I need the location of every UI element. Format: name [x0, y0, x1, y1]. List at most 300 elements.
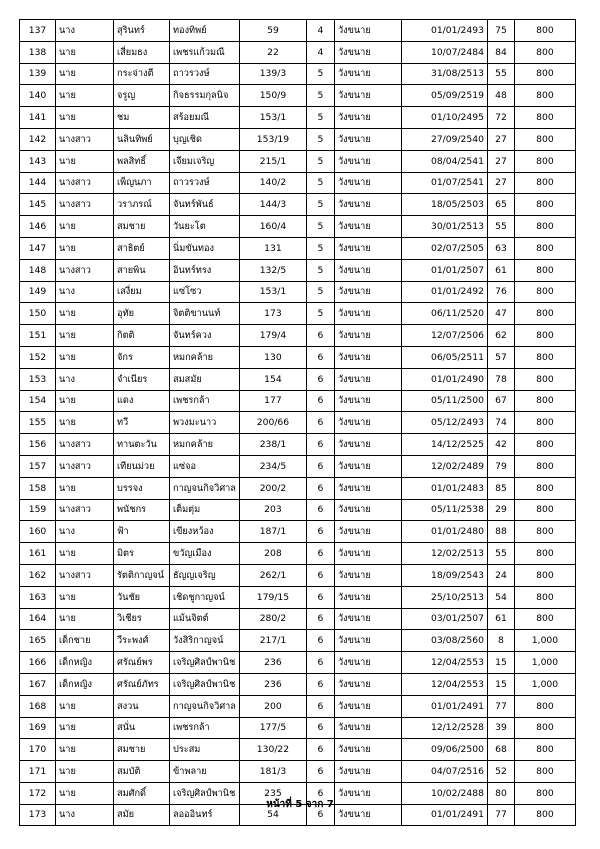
cell-moo: 6: [306, 652, 334, 674]
cell-amount: 800: [514, 281, 575, 303]
cell-no: 163: [20, 586, 56, 608]
table-row: [20, 20, 576, 42]
cell-title: นาย: [56, 325, 114, 347]
cell-moo: 5: [306, 237, 334, 259]
cell-birth-date: 04/07/2516: [401, 761, 487, 783]
cell-house-no: 187/1: [239, 521, 306, 543]
cell-amount: 800: [514, 41, 575, 63]
cell-last-name: เต็มตุ่ม: [170, 499, 240, 521]
cell-last-name: เพชรกล้า: [170, 390, 240, 412]
cell-birth-date: 06/11/2520: [401, 303, 487, 325]
table-row: [20, 216, 576, 238]
cell-last-name: จันทร์ควง: [170, 325, 240, 347]
cell-birth-date: 01/01/2492: [401, 281, 487, 303]
cell-village: วังขนาย: [334, 259, 401, 281]
cell-first-name: สายพิน: [114, 259, 170, 281]
cell-house-no: 217/1: [239, 630, 306, 652]
cell-title: นาย: [56, 608, 114, 630]
cell-no: 173: [20, 804, 56, 826]
cell-age: 57: [487, 346, 514, 368]
cell-first-name: เสงี่ยม: [114, 281, 170, 303]
cell-no: 165: [20, 630, 56, 652]
cell-amount: 800: [514, 346, 575, 368]
cell-amount: 1,000: [514, 652, 575, 674]
cell-no: 158: [20, 477, 56, 499]
table-row: [20, 281, 576, 303]
cell-first-name: มิตร: [114, 543, 170, 565]
cell-title: นาย: [56, 717, 114, 739]
cell-moo: 5: [306, 194, 334, 216]
cell-moo: 5: [306, 303, 334, 325]
cell-no: 137: [20, 20, 56, 42]
table-row: [20, 543, 576, 565]
cell-moo: 6: [306, 325, 334, 347]
cell-moo: 6: [306, 346, 334, 368]
cell-village: วังขนาย: [334, 586, 401, 608]
table-row: [20, 150, 576, 172]
cell-birth-date: 12/04/2553: [401, 652, 487, 674]
cell-village: วังขนาย: [334, 281, 401, 303]
cell-amount: 800: [514, 739, 575, 761]
cell-house-no: 153/1: [239, 281, 306, 303]
cell-moo: 6: [306, 804, 334, 826]
cell-first-name: ฟ้า: [114, 521, 170, 543]
cell-title: นาย: [56, 739, 114, 761]
cell-age: 55: [487, 543, 514, 565]
cell-no: 160: [20, 521, 56, 543]
cell-last-name: หมกคล้าย: [170, 434, 240, 456]
cell-last-name: เจริญศิลป์พานิช: [170, 673, 240, 695]
cell-last-name: กิจธรรมกุลนิจ: [170, 85, 240, 107]
cell-village: วังขนาย: [334, 63, 401, 85]
cell-age: 62: [487, 325, 514, 347]
cell-amount: 800: [514, 434, 575, 456]
cell-age: 67: [487, 390, 514, 412]
cell-last-name: ประสม: [170, 739, 240, 761]
table-body: [20, 20, 576, 826]
cell-no: 166: [20, 652, 56, 674]
cell-title: นาง: [56, 20, 114, 42]
cell-village: วังขนาย: [334, 499, 401, 521]
cell-birth-date: 01/07/2541: [401, 172, 487, 194]
cell-amount: 1,000: [514, 630, 575, 652]
cell-house-no: 200/66: [239, 412, 306, 434]
cell-first-name: กระจ่างตี: [114, 63, 170, 85]
cell-moo: 6: [306, 586, 334, 608]
cell-birth-date: 01/01/2480: [401, 521, 487, 543]
cell-house-no: 262/1: [239, 564, 306, 586]
cell-age: 27: [487, 128, 514, 150]
cell-title: นางสาว: [56, 564, 114, 586]
cell-last-name: เจริญศิลป์พานิช: [170, 782, 240, 804]
cell-first-name: วีระพงศ์: [114, 630, 170, 652]
cell-amount: 800: [514, 521, 575, 543]
cell-village: วังขนาย: [334, 216, 401, 238]
cell-first-name: แดง: [114, 390, 170, 412]
cell-house-no: 160/4: [239, 216, 306, 238]
cell-title: นาย: [56, 150, 114, 172]
cell-age: 42: [487, 434, 514, 456]
cell-house-no: 177/5: [239, 717, 306, 739]
cell-no: 142: [20, 128, 56, 150]
cell-amount: 800: [514, 586, 575, 608]
cell-house-no: 54: [239, 804, 306, 826]
cell-amount: 800: [514, 107, 575, 129]
cell-house-no: 215/1: [239, 150, 306, 172]
cell-no: 145: [20, 194, 56, 216]
cell-title: นาย: [56, 543, 114, 565]
cell-moo: 6: [306, 455, 334, 477]
cell-village: วังขนาย: [334, 804, 401, 826]
cell-last-name: แซ่โซว: [170, 281, 240, 303]
cell-title: นาย: [56, 237, 114, 259]
cell-moo: 6: [306, 499, 334, 521]
cell-moo: 6: [306, 630, 334, 652]
cell-last-name: ธัญญเจริญ: [170, 564, 240, 586]
cell-first-name: วิเชียร: [114, 608, 170, 630]
cell-village: วังขนาย: [334, 608, 401, 630]
cell-last-name: หมกคล้าย: [170, 346, 240, 368]
cell-no: 153: [20, 368, 56, 390]
cell-house-no: 130: [239, 346, 306, 368]
cell-age: 55: [487, 63, 514, 85]
table-row: [20, 63, 576, 85]
cell-amount: 1,000: [514, 673, 575, 695]
cell-house-no: 59: [239, 20, 306, 42]
cell-amount: 800: [514, 390, 575, 412]
cell-birth-date: 10/07/2484: [401, 41, 487, 63]
cell-village: วังขนาย: [334, 564, 401, 586]
cell-no: 159: [20, 499, 56, 521]
cell-village: วังขนาย: [334, 346, 401, 368]
cell-amount: 800: [514, 20, 575, 42]
cell-birth-date: 12/02/2489: [401, 455, 487, 477]
cell-house-no: 203: [239, 499, 306, 521]
cell-no: 156: [20, 434, 56, 456]
cell-first-name: วราภรณ์: [114, 194, 170, 216]
cell-moo: 6: [306, 434, 334, 456]
cell-first-name: เพ็ญนภา: [114, 172, 170, 194]
cell-birth-date: 10/02/2488: [401, 782, 487, 804]
cell-village: วังขนาย: [334, 739, 401, 761]
cell-birth-date: 08/04/2541: [401, 150, 487, 172]
cell-house-no: 130/22: [239, 739, 306, 761]
cell-village: วังขนาย: [334, 303, 401, 325]
cell-first-name: สงวน: [114, 695, 170, 717]
cell-first-name: สนั่น: [114, 717, 170, 739]
cell-birth-date: 12/12/2528: [401, 717, 487, 739]
cell-house-no: 200/2: [239, 477, 306, 499]
cell-no: 143: [20, 150, 56, 172]
cell-birth-date: 18/09/2543: [401, 564, 487, 586]
cell-village: วังขนาย: [334, 194, 401, 216]
cell-age: 76: [487, 281, 514, 303]
cell-last-name: นิ่มขันทอง: [170, 237, 240, 259]
cell-moo: 6: [306, 717, 334, 739]
cell-no: 140: [20, 85, 56, 107]
cell-house-no: 153/19: [239, 128, 306, 150]
cell-amount: 800: [514, 499, 575, 521]
cell-title: นาย: [56, 782, 114, 804]
cell-village: วังขนาย: [334, 172, 401, 194]
cell-age: 68: [487, 739, 514, 761]
table-row: [20, 717, 576, 739]
cell-no: 148: [20, 259, 56, 281]
table-row: [20, 107, 576, 129]
cell-title: นางสาว: [56, 128, 114, 150]
cell-age: 78: [487, 368, 514, 390]
cell-birth-date: 31/08/2513: [401, 63, 487, 85]
cell-no: 149: [20, 281, 56, 303]
cell-birth-date: 03/01/2507: [401, 608, 487, 630]
cell-amount: 800: [514, 477, 575, 499]
cell-first-name: สมชาย: [114, 216, 170, 238]
cell-age: 65: [487, 194, 514, 216]
table-row: [20, 695, 576, 717]
cell-moo: 6: [306, 390, 334, 412]
cell-birth-date: 05/12/2493: [401, 412, 487, 434]
cell-amount: 800: [514, 128, 575, 150]
cell-amount: 800: [514, 455, 575, 477]
cell-moo: 6: [306, 782, 334, 804]
cell-age: 8: [487, 630, 514, 652]
cell-amount: 800: [514, 85, 575, 107]
cell-first-name: พลสิทธิ์: [114, 150, 170, 172]
cell-house-no: 144/3: [239, 194, 306, 216]
cell-title: นาง: [56, 281, 114, 303]
cell-last-name: เขียงหว้อง: [170, 521, 240, 543]
table-row: [20, 259, 576, 281]
table-row: [20, 303, 576, 325]
cell-first-name: รัตติกาญจน์: [114, 564, 170, 586]
cell-village: วังขนาย: [334, 150, 401, 172]
cell-amount: 800: [514, 804, 575, 826]
cell-no: 152: [20, 346, 56, 368]
cell-birth-date: 06/05/2511: [401, 346, 487, 368]
cell-first-name: จำเนียร: [114, 368, 170, 390]
cell-first-name: พนัชกร: [114, 499, 170, 521]
cell-no: 139: [20, 63, 56, 85]
cell-no: 168: [20, 695, 56, 717]
cell-first-name: ทวี: [114, 412, 170, 434]
cell-first-name: ศรัณย์ภัทร: [114, 673, 170, 695]
cell-amount: 800: [514, 172, 575, 194]
cell-house-no: 200: [239, 695, 306, 717]
cell-no: 170: [20, 739, 56, 761]
cell-amount: 800: [514, 150, 575, 172]
cell-moo: 6: [306, 412, 334, 434]
cell-moo: 4: [306, 41, 334, 63]
cell-last-name: ข้าพลาย: [170, 761, 240, 783]
cell-moo: 5: [306, 281, 334, 303]
cell-age: 84: [487, 41, 514, 63]
cell-moo: 5: [306, 107, 334, 129]
cell-title: นาย: [56, 390, 114, 412]
cell-moo: 6: [306, 739, 334, 761]
cell-amount: 800: [514, 564, 575, 586]
cell-amount: 800: [514, 259, 575, 281]
cell-birth-date: 12/04/2553: [401, 673, 487, 695]
cell-house-no: 131: [239, 237, 306, 259]
cell-house-no: 181/3: [239, 761, 306, 783]
table-row: [20, 41, 576, 63]
cell-moo: 6: [306, 695, 334, 717]
cell-house-no: 179/4: [239, 325, 306, 347]
cell-age: 61: [487, 608, 514, 630]
cell-age: 85: [487, 477, 514, 499]
cell-amount: 800: [514, 543, 575, 565]
cell-no: 154: [20, 390, 56, 412]
cell-last-name: ทองทิพย์: [170, 20, 240, 42]
cell-last-name: ถาวรวงษ์: [170, 172, 240, 194]
cell-birth-date: 02/07/2505: [401, 237, 487, 259]
cell-village: วังขนาย: [334, 20, 401, 42]
cell-age: 79: [487, 455, 514, 477]
cell-birth-date: 01/10/2495: [401, 107, 487, 129]
cell-title: เด็กหญิง: [56, 673, 114, 695]
cell-age: 72: [487, 107, 514, 129]
cell-house-no: 173: [239, 303, 306, 325]
cell-moo: 5: [306, 85, 334, 107]
cell-age: 63: [487, 237, 514, 259]
cell-birth-date: 14/12/2525: [401, 434, 487, 456]
cell-birth-date: 12/07/2506: [401, 325, 487, 347]
cell-title: นางสาว: [56, 259, 114, 281]
cell-moo: 6: [306, 477, 334, 499]
cell-village: วังขนาย: [334, 128, 401, 150]
cell-first-name: สมศักดิ์: [114, 782, 170, 804]
cell-house-no: 179/15: [239, 586, 306, 608]
cell-no: 146: [20, 216, 56, 238]
cell-house-no: 153/1: [239, 107, 306, 129]
cell-title: นาย: [56, 63, 114, 85]
table-row: [20, 128, 576, 150]
cell-moo: 6: [306, 521, 334, 543]
cell-age: 55: [487, 216, 514, 238]
cell-birth-date: 25/10/2513: [401, 586, 487, 608]
cell-moo: 5: [306, 216, 334, 238]
cell-amount: 800: [514, 412, 575, 434]
cell-first-name: สาธิตย์: [114, 237, 170, 259]
cell-birth-date: 09/06/2500: [401, 739, 487, 761]
cell-last-name: แม้นจิตต์: [170, 608, 240, 630]
cell-title: นางสาว: [56, 172, 114, 194]
cell-village: วังขนาย: [334, 673, 401, 695]
cell-age: 77: [487, 804, 514, 826]
cell-last-name: กาญจนกิจวิศาล: [170, 695, 240, 717]
cell-no: 167: [20, 673, 56, 695]
cell-moo: 6: [306, 673, 334, 695]
cell-birth-date: 01/01/2491: [401, 804, 487, 826]
cell-house-no: 177: [239, 390, 306, 412]
cell-age: 80: [487, 782, 514, 804]
table-row: [20, 477, 576, 499]
cell-no: 151: [20, 325, 56, 347]
cell-no: 138: [20, 41, 56, 63]
cell-last-name: วันยะโต: [170, 216, 240, 238]
table-row: [20, 564, 576, 586]
cell-age: 39: [487, 717, 514, 739]
cell-title: เด็กหญิง: [56, 652, 114, 674]
cell-village: วังขนาย: [334, 412, 401, 434]
cell-house-no: 140/2: [239, 172, 306, 194]
table-row: [20, 499, 576, 521]
cell-first-name: วันชัย: [114, 586, 170, 608]
cell-birth-date: 01/01/2493: [401, 20, 487, 42]
cell-birth-date: 27/09/2540: [401, 128, 487, 150]
cell-no: 155: [20, 412, 56, 434]
cell-amount: 800: [514, 194, 575, 216]
cell-village: วังขนาย: [334, 717, 401, 739]
table-row: [20, 521, 576, 543]
cell-birth-date: 01/01/2490: [401, 368, 487, 390]
cell-village: วังขนาย: [334, 455, 401, 477]
cell-last-name: จันทร์พันธ์: [170, 194, 240, 216]
cell-first-name: กิตติ: [114, 325, 170, 347]
cell-first-name: ทานตะวัน: [114, 434, 170, 456]
cell-title: นาง: [56, 804, 114, 826]
cell-amount: 800: [514, 216, 575, 238]
cell-title: นาย: [56, 85, 114, 107]
cell-house-no: 234/5: [239, 455, 306, 477]
table-row: [20, 673, 576, 695]
cell-amount: 800: [514, 782, 575, 804]
cell-birth-date: 30/01/2513: [401, 216, 487, 238]
cell-title: นางสาว: [56, 194, 114, 216]
cell-no: 144: [20, 172, 56, 194]
cell-first-name: เทียนม่วย: [114, 455, 170, 477]
cell-moo: 6: [306, 368, 334, 390]
cell-amount: 800: [514, 303, 575, 325]
cell-amount: 800: [514, 761, 575, 783]
cell-no: 157: [20, 455, 56, 477]
cell-age: 61: [487, 259, 514, 281]
cell-moo: 6: [306, 608, 334, 630]
cell-house-no: 154: [239, 368, 306, 390]
cell-no: 171: [20, 761, 56, 783]
cell-first-name: อุทัย: [114, 303, 170, 325]
cell-title: นาย: [56, 695, 114, 717]
cell-moo: 5: [306, 172, 334, 194]
cell-birth-date: 05/11/2500: [401, 390, 487, 412]
table-row: [20, 739, 576, 761]
cell-first-name: จรูญ: [114, 85, 170, 107]
cell-birth-date: 12/02/2513: [401, 543, 487, 565]
cell-moo: 5: [306, 128, 334, 150]
cell-age: 15: [487, 652, 514, 674]
cell-amount: 800: [514, 717, 575, 739]
cell-village: วังขนาย: [334, 652, 401, 674]
cell-amount: 800: [514, 368, 575, 390]
cell-no: 150: [20, 303, 56, 325]
cell-birth-date: 05/09/2519: [401, 85, 487, 107]
cell-house-no: 22: [239, 41, 306, 63]
cell-house-no: 238/1: [239, 434, 306, 456]
cell-moo: 6: [306, 543, 334, 565]
cell-last-name: กาญจนกิจวิศาล: [170, 477, 240, 499]
cell-birth-date: 01/01/2507: [401, 259, 487, 281]
cell-moo: 5: [306, 150, 334, 172]
table-row: [20, 455, 576, 477]
cell-last-name: บุญเชิด: [170, 128, 240, 150]
cell-house-no: 235: [239, 782, 306, 804]
cell-last-name: พวงมะนาว: [170, 412, 240, 434]
cell-house-no: 236: [239, 652, 306, 674]
cell-last-name: ถาวรวงษ์: [170, 63, 240, 85]
cell-title: นาย: [56, 586, 114, 608]
cell-last-name: เจริญศิลป์พานิช: [170, 652, 240, 674]
cell-moo: 5: [306, 259, 334, 281]
